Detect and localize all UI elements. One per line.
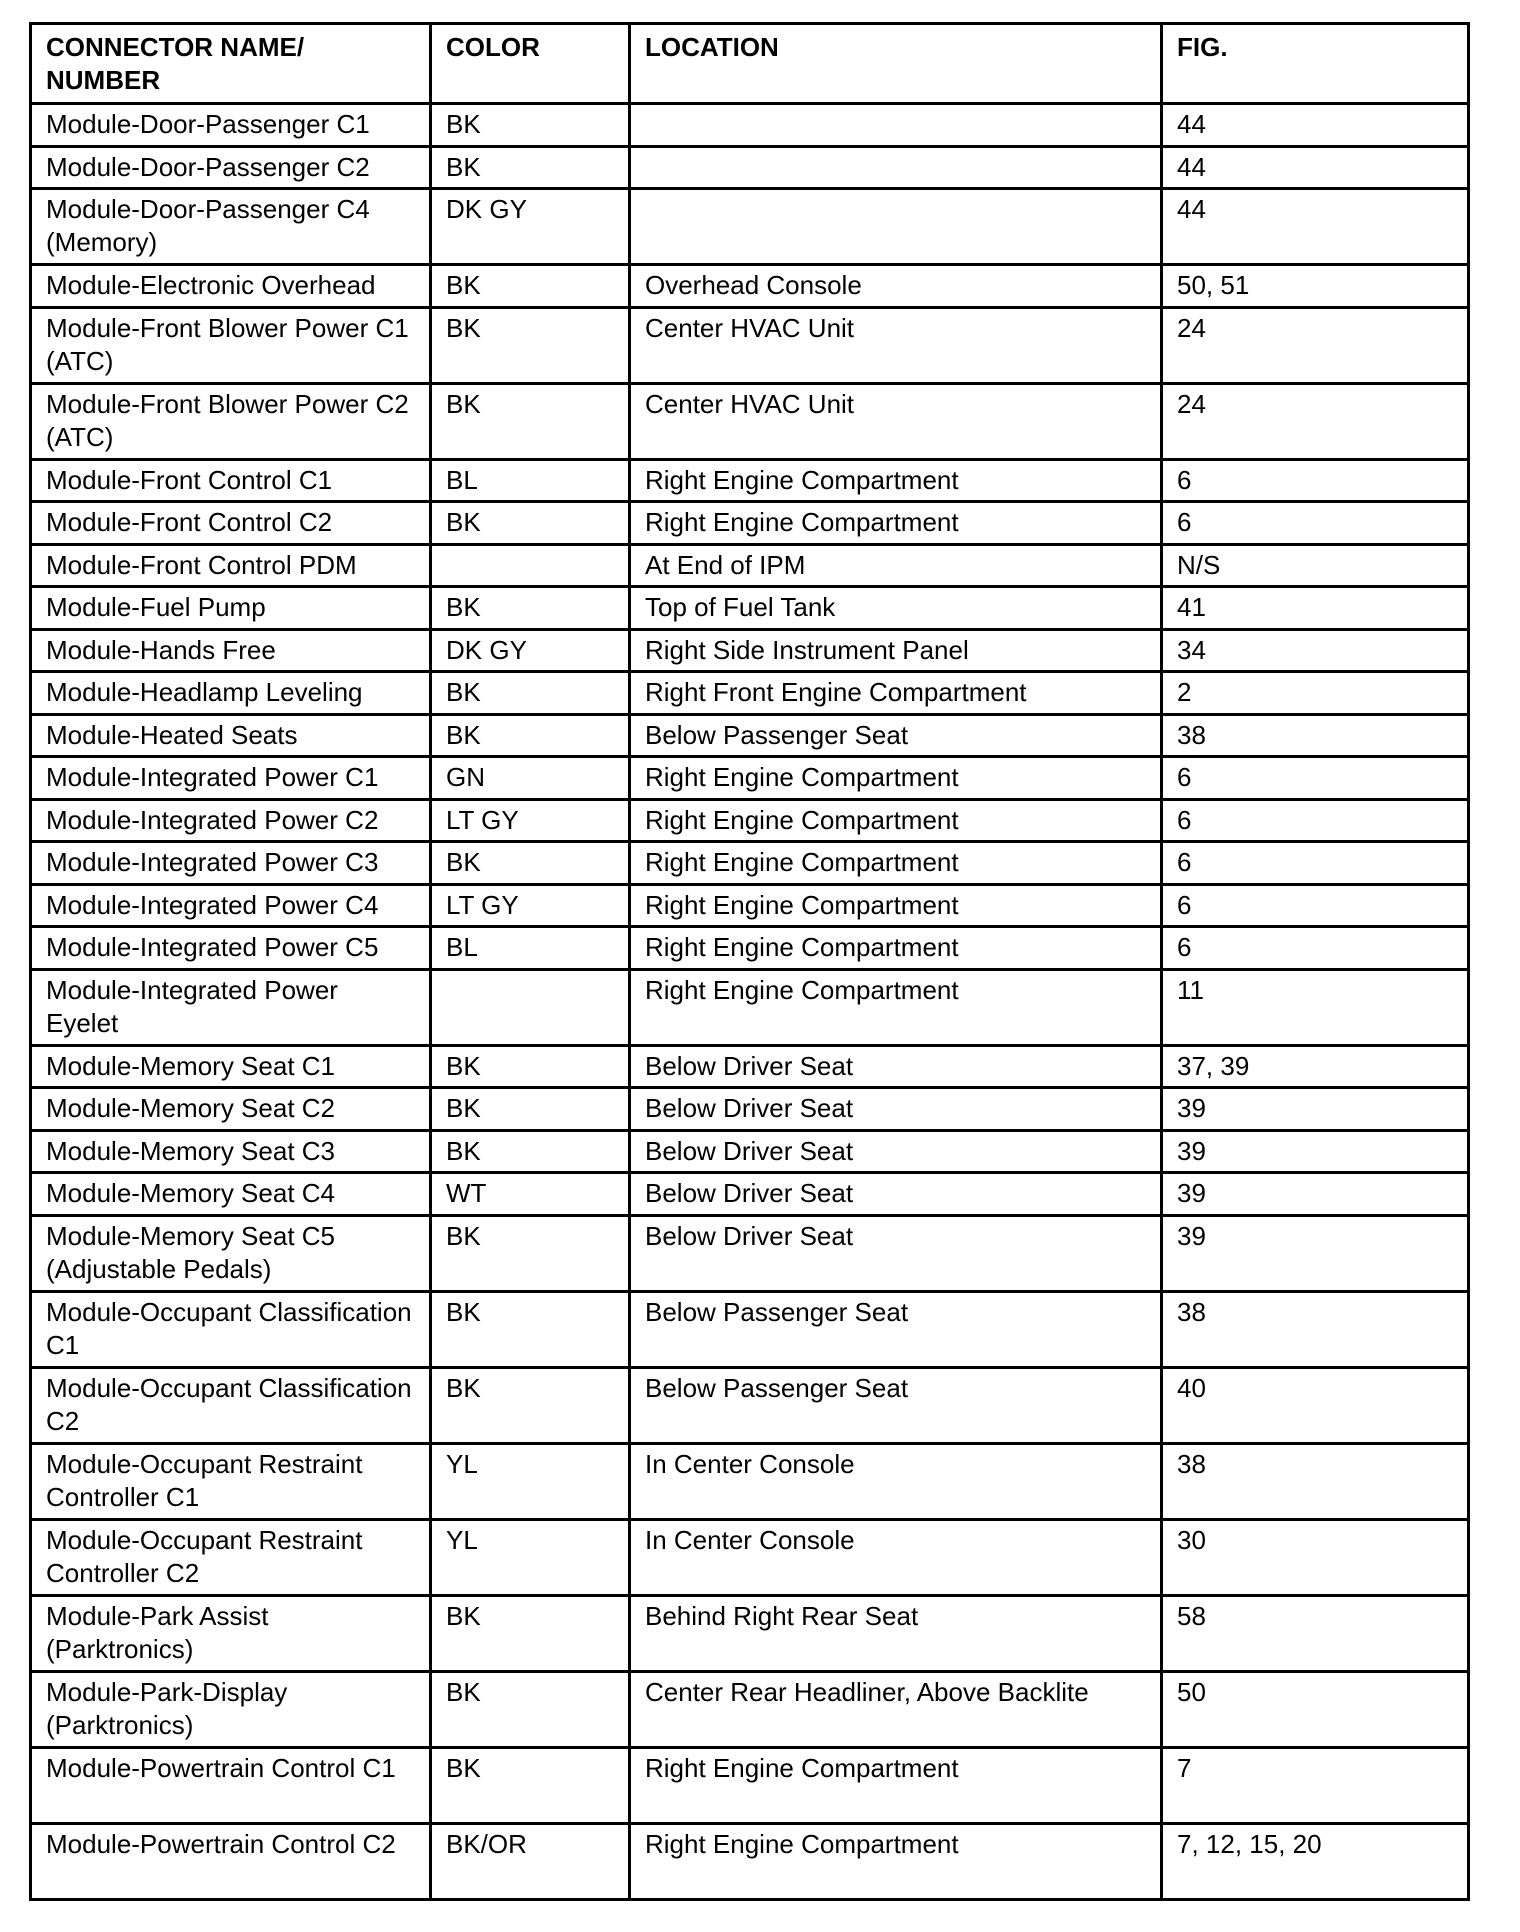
connector-name-cell: Module-Integrated Power C4 bbox=[31, 884, 431, 927]
location-cell: Below Driver Seat bbox=[630, 1215, 1162, 1291]
table-row bbox=[31, 265, 1469, 308]
location-cell: Below Driver Seat bbox=[630, 1173, 1162, 1216]
table-row bbox=[31, 189, 1469, 265]
color-cell bbox=[431, 969, 630, 1045]
fig-cell: 34 bbox=[1162, 629, 1469, 672]
fig-cell: 6 bbox=[1162, 884, 1469, 927]
connector-name-cell: Module-Hands Free bbox=[31, 629, 431, 672]
connector-name-cell: Module-Park-Display (Parktronics) bbox=[31, 1671, 431, 1747]
color-cell: BL bbox=[431, 927, 630, 970]
fig-cell: 50 bbox=[1162, 1671, 1469, 1747]
table-row bbox=[31, 1823, 1469, 1899]
table-row bbox=[31, 587, 1469, 630]
connector-name-cell: Module-Fuel Pump bbox=[31, 587, 431, 630]
table-row bbox=[31, 757, 1469, 800]
color-cell: BK bbox=[431, 1747, 630, 1823]
fig-cell: 2 bbox=[1162, 672, 1469, 715]
fig-cell: 6 bbox=[1162, 757, 1469, 800]
header-location: LOCATION bbox=[630, 24, 1162, 104]
connector-name-cell: Module-Headlamp Leveling bbox=[31, 672, 431, 715]
connector-name-cell: Module-Integrated Power C5 bbox=[31, 927, 431, 970]
fig-cell: 6 bbox=[1162, 927, 1469, 970]
table-row bbox=[31, 1443, 1469, 1519]
connector-name-cell: Module-Occupant Classification C1 bbox=[31, 1291, 431, 1367]
color-cell: WT bbox=[431, 1173, 630, 1216]
table-row bbox=[31, 544, 1469, 587]
location-cell: Right Engine Compartment bbox=[630, 757, 1162, 800]
location-cell: Right Engine Compartment bbox=[630, 502, 1162, 545]
color-cell bbox=[431, 544, 630, 587]
color-cell: BK bbox=[431, 714, 630, 757]
color-cell: BL bbox=[431, 459, 630, 502]
color-cell: BK bbox=[431, 842, 630, 885]
connector-name-cell: Module-Memory Seat C2 bbox=[31, 1088, 431, 1131]
fig-cell: N/S bbox=[1162, 544, 1469, 587]
location-cell bbox=[630, 104, 1162, 147]
table-row bbox=[31, 1367, 1469, 1443]
location-cell: Below Driver Seat bbox=[630, 1130, 1162, 1173]
fig-cell: 7, 12, 15, 20 bbox=[1162, 1823, 1469, 1899]
color-cell: BK bbox=[431, 1291, 630, 1367]
table-row bbox=[31, 502, 1469, 545]
header-color: COLOR bbox=[431, 24, 630, 104]
fig-cell: 44 bbox=[1162, 146, 1469, 189]
connector-name-cell: Module-Front Control C1 bbox=[31, 459, 431, 502]
color-cell: BK bbox=[431, 383, 630, 459]
table-row bbox=[31, 1130, 1469, 1173]
table-row bbox=[31, 1671, 1469, 1747]
location-cell: Right Engine Compartment bbox=[630, 459, 1162, 502]
table-row bbox=[31, 672, 1469, 715]
table-row bbox=[31, 1088, 1469, 1131]
table-row bbox=[31, 799, 1469, 842]
fig-cell: 44 bbox=[1162, 189, 1469, 265]
connector-name-cell: Module-Electronic Overhead bbox=[31, 265, 431, 308]
connector-name-cell: Module-Integrated Power C3 bbox=[31, 842, 431, 885]
color-cell: BK bbox=[431, 307, 630, 383]
connector-name-cell: Module-Front Blower Power C2 (ATC) bbox=[31, 383, 431, 459]
table-row bbox=[31, 1519, 1469, 1595]
location-cell: Right Side Instrument Panel bbox=[630, 629, 1162, 672]
fig-cell: 39 bbox=[1162, 1173, 1469, 1216]
location-cell: Center Rear Headliner, Above Backlite bbox=[630, 1671, 1162, 1747]
table-row bbox=[31, 1173, 1469, 1216]
fig-cell: 6 bbox=[1162, 842, 1469, 885]
connector-name-cell: Module-Integrated Power Eyelet bbox=[31, 969, 431, 1045]
table-row bbox=[31, 927, 1469, 970]
connector-name-cell: Module-Occupant Restraint Controller C1 bbox=[31, 1443, 431, 1519]
location-cell: Right Engine Compartment bbox=[630, 1823, 1162, 1899]
color-cell: LT GY bbox=[431, 884, 630, 927]
connector-name-cell: Module-Memory Seat C3 bbox=[31, 1130, 431, 1173]
location-cell: In Center Console bbox=[630, 1519, 1162, 1595]
connector-name-cell: Module-Door-Passenger C4 (Memory) bbox=[31, 189, 431, 265]
connector-name-cell: Module-Powertrain Control C2 bbox=[31, 1823, 431, 1899]
location-cell: Right Engine Compartment bbox=[630, 842, 1162, 885]
table-row bbox=[31, 969, 1469, 1045]
table-row bbox=[31, 842, 1469, 885]
table-row bbox=[31, 629, 1469, 672]
location-cell: Below Driver Seat bbox=[630, 1045, 1162, 1088]
connector-name-cell: Module-Occupant Restraint Controller C2 bbox=[31, 1519, 431, 1595]
header-fig: FIG. bbox=[1162, 24, 1469, 104]
connector-name-cell: Module-Powertrain Control C1 bbox=[31, 1747, 431, 1823]
fig-cell: 38 bbox=[1162, 714, 1469, 757]
location-cell: Top of Fuel Tank bbox=[630, 587, 1162, 630]
location-cell: Below Passenger Seat bbox=[630, 1367, 1162, 1443]
table-row bbox=[31, 714, 1469, 757]
fig-cell: 38 bbox=[1162, 1443, 1469, 1519]
fig-cell: 6 bbox=[1162, 799, 1469, 842]
connector-name-cell: Module-Heated Seats bbox=[31, 714, 431, 757]
location-cell: Right Engine Compartment bbox=[630, 1747, 1162, 1823]
fig-cell: 37, 39 bbox=[1162, 1045, 1469, 1088]
location-cell: In Center Console bbox=[630, 1443, 1162, 1519]
location-cell bbox=[630, 189, 1162, 265]
location-cell bbox=[630, 146, 1162, 189]
location-cell: Overhead Console bbox=[630, 265, 1162, 308]
location-cell: Right Engine Compartment bbox=[630, 969, 1162, 1045]
location-cell: Right Engine Compartment bbox=[630, 884, 1162, 927]
location-cell: Right Front Engine Compartment bbox=[630, 672, 1162, 715]
connector-name-cell: Module-Front Control C2 bbox=[31, 502, 431, 545]
connector-name-cell: Module-Park Assist (Parktronics) bbox=[31, 1595, 431, 1671]
color-cell: LT GY bbox=[431, 799, 630, 842]
color-cell: BK bbox=[431, 502, 630, 545]
connector-name-cell: Module-Memory Seat C1 bbox=[31, 1045, 431, 1088]
color-cell: BK bbox=[431, 672, 630, 715]
table-row bbox=[31, 1595, 1469, 1671]
connector-name-cell: Module-Occupant Classification C2 bbox=[31, 1367, 431, 1443]
fig-cell: 40 bbox=[1162, 1367, 1469, 1443]
fig-cell: 30 bbox=[1162, 1519, 1469, 1595]
fig-cell: 44 bbox=[1162, 104, 1469, 147]
fig-cell: 7 bbox=[1162, 1747, 1469, 1823]
table-row bbox=[31, 1045, 1469, 1088]
color-cell: BK bbox=[431, 104, 630, 147]
connector-name-cell: Module-Memory Seat C4 bbox=[31, 1173, 431, 1216]
location-cell: Behind Right Rear Seat bbox=[630, 1595, 1162, 1671]
connector-name-cell: Module-Door-Passenger C1 bbox=[31, 104, 431, 147]
location-cell: Right Engine Compartment bbox=[630, 927, 1162, 970]
header-connector-name: CONNECTOR NAME/ NUMBER bbox=[31, 24, 431, 104]
location-cell: Below Driver Seat bbox=[630, 1088, 1162, 1131]
color-cell: DK GY bbox=[431, 629, 630, 672]
table-header-row bbox=[31, 24, 1469, 104]
color-cell: BK bbox=[431, 1367, 630, 1443]
color-cell: BK bbox=[431, 1088, 630, 1131]
color-cell: BK bbox=[431, 146, 630, 189]
table-row bbox=[31, 1747, 1469, 1823]
fig-cell: 39 bbox=[1162, 1088, 1469, 1131]
color-cell: BK bbox=[431, 265, 630, 308]
table-row bbox=[31, 104, 1469, 147]
fig-cell: 24 bbox=[1162, 383, 1469, 459]
connector-name-cell: Module-Integrated Power C2 bbox=[31, 799, 431, 842]
color-cell: YL bbox=[431, 1443, 630, 1519]
fig-cell: 41 bbox=[1162, 587, 1469, 630]
location-cell: Center HVAC Unit bbox=[630, 383, 1162, 459]
table-row bbox=[31, 884, 1469, 927]
location-cell: Center HVAC Unit bbox=[630, 307, 1162, 383]
location-cell: At End of IPM bbox=[630, 544, 1162, 587]
connector-name-cell: Module-Integrated Power C1 bbox=[31, 757, 431, 800]
table-row bbox=[31, 307, 1469, 383]
table-row bbox=[31, 459, 1469, 502]
color-cell: BK bbox=[431, 1130, 630, 1173]
table-row bbox=[31, 1215, 1469, 1291]
location-cell: Below Passenger Seat bbox=[630, 714, 1162, 757]
color-cell: GN bbox=[431, 757, 630, 800]
connector-name-cell: Module-Door-Passenger C2 bbox=[31, 146, 431, 189]
fig-cell: 39 bbox=[1162, 1215, 1469, 1291]
fig-cell: 11 bbox=[1162, 969, 1469, 1045]
location-cell: Right Engine Compartment bbox=[630, 799, 1162, 842]
color-cell: BK bbox=[431, 587, 630, 630]
color-cell: DK GY bbox=[431, 189, 630, 265]
color-cell: BK bbox=[431, 1595, 630, 1671]
table-row bbox=[31, 146, 1469, 189]
table-row bbox=[31, 383, 1469, 459]
color-cell: BK bbox=[431, 1045, 630, 1088]
color-cell: BK bbox=[431, 1215, 630, 1291]
fig-cell: 6 bbox=[1162, 502, 1469, 545]
connector-name-cell: Module-Front Blower Power C1 (ATC) bbox=[31, 307, 431, 383]
connector-table bbox=[29, 22, 1470, 1901]
color-cell: YL bbox=[431, 1519, 630, 1595]
connector-name-cell: Module-Memory Seat C5 (Adjustable Pedals) bbox=[31, 1215, 431, 1291]
table-row bbox=[31, 1291, 1469, 1367]
fig-cell: 38 bbox=[1162, 1291, 1469, 1367]
fig-cell: 58 bbox=[1162, 1595, 1469, 1671]
fig-cell: 24 bbox=[1162, 307, 1469, 383]
fig-cell: 50, 51 bbox=[1162, 265, 1469, 308]
fig-cell: 6 bbox=[1162, 459, 1469, 502]
color-cell: BK/OR bbox=[431, 1823, 630, 1899]
location-cell: Below Passenger Seat bbox=[630, 1291, 1162, 1367]
fig-cell: 39 bbox=[1162, 1130, 1469, 1173]
color-cell: BK bbox=[431, 1671, 630, 1747]
connector-name-cell: Module-Front Control PDM bbox=[31, 544, 431, 587]
